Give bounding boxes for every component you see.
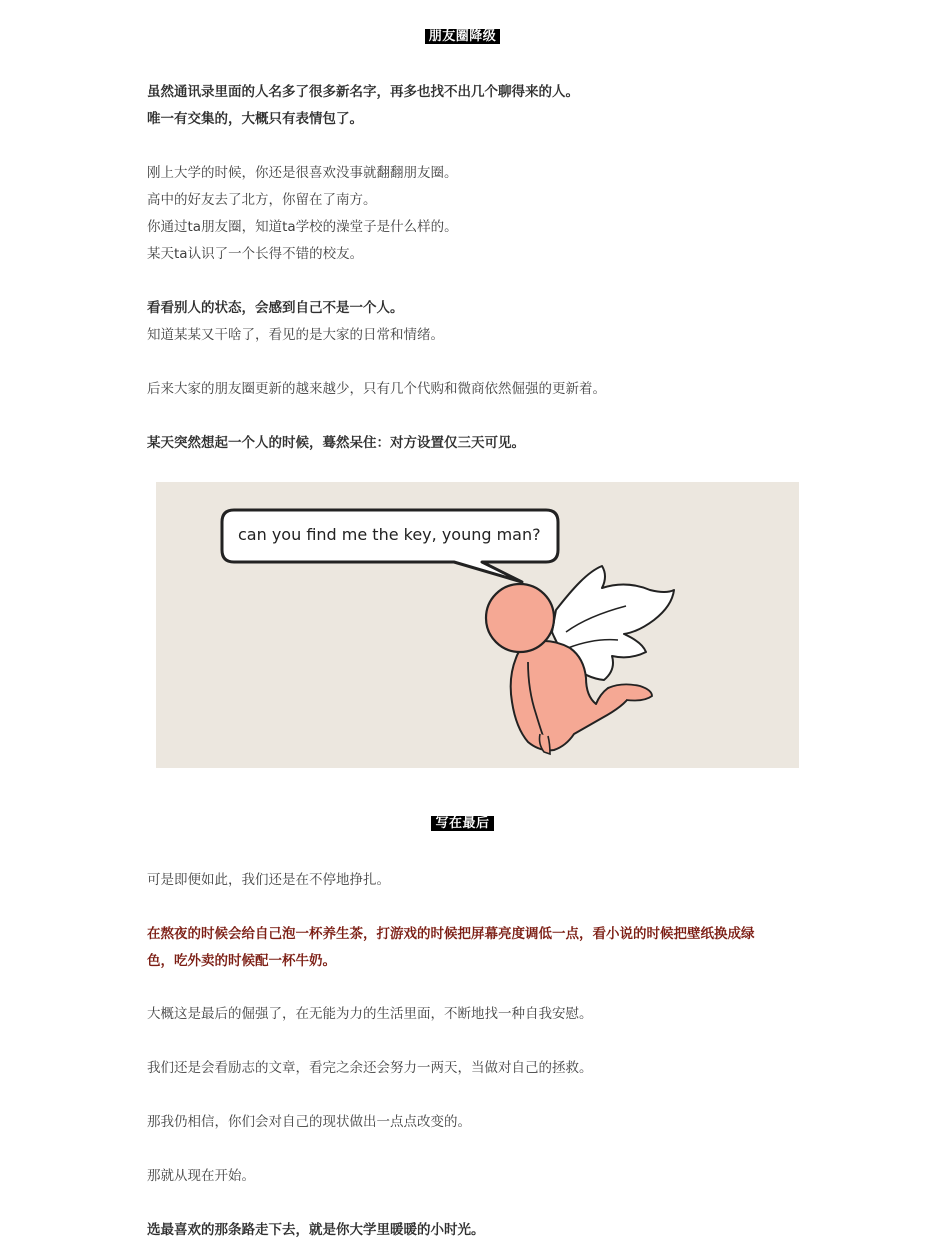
paragraph-line: 某天突然想起一个人的时候，蓦然呆住：对方设置仅三天可见。 (147, 435, 525, 451)
speech-bubble (222, 510, 558, 582)
paragraph-line: 你通过ta朋友圈，知道ta学校的澡堂子是什么样的。 (147, 219, 458, 235)
section-title-label: 朋友圈降级 (425, 29, 501, 44)
paragraph-line: 后来大家的朋友圈更新的越来越少，只有几个代购和微商依然倔强的更新着。 (147, 381, 606, 397)
section-title-label: 写在最后 (431, 816, 493, 831)
bubble-text: can you find me the key, young man? (238, 525, 541, 544)
paragraph-line: 高中的好友去了北方，你留在了南方。 (147, 192, 377, 208)
paragraph-line: 那就从现在开始。 (147, 1168, 255, 1184)
paragraph-line: 刚上大学的时候，你还是很喜欢没事就翻翻朋友圈。 (147, 165, 458, 181)
angel-illustration-svg (156, 482, 799, 768)
paragraph-line: 那我仍相信，你们会对自己的现状做出一点点改变的。 (147, 1114, 471, 1130)
highlight-line: 在熬夜的时候会给自己泡一杯养生茶，打游戏的时候把屏幕亮度调低一点，看小说的时候把壁纸换成绿 (147, 926, 755, 942)
paragraph-line: 大概这是最后的倔强了，在无能为力的生活里面，不断地找一种自我安慰。 (147, 1006, 593, 1022)
section-title-1 (0, 25, 925, 44)
highlight-line: 色，吃外卖的时候配一杯牛奶。 (147, 953, 336, 969)
section-title-2 (0, 812, 925, 831)
paragraph-line: 可是即便如此，我们还是在不停地挣扎。 (147, 872, 390, 888)
paragraph-line: 知道某某又干啥了，看见的是大家的日常和情绪。 (147, 327, 444, 343)
paragraph-line: 我们还是会看励志的文章，看完之余还会努力一两天，当做对自己的拯救。 (147, 1060, 593, 1076)
paragraph-line: 看看别人的状态，会感到自己不是一个人。 (147, 300, 404, 316)
paragraph-line: 虽然通讯录里面的人名多了很多新名字，再多也找不出几个聊得来的人。 (147, 84, 579, 100)
paragraph-line: 唯一有交集的，大概只有表情包了。 (147, 111, 363, 127)
paragraph-line: 某天ta认识了一个长得不错的校友。 (147, 246, 364, 262)
angel-illustration (156, 482, 799, 768)
paragraph-line: 选最喜欢的那条路走下去，就是你大学里暖暖的小时光。 (147, 1222, 485, 1238)
